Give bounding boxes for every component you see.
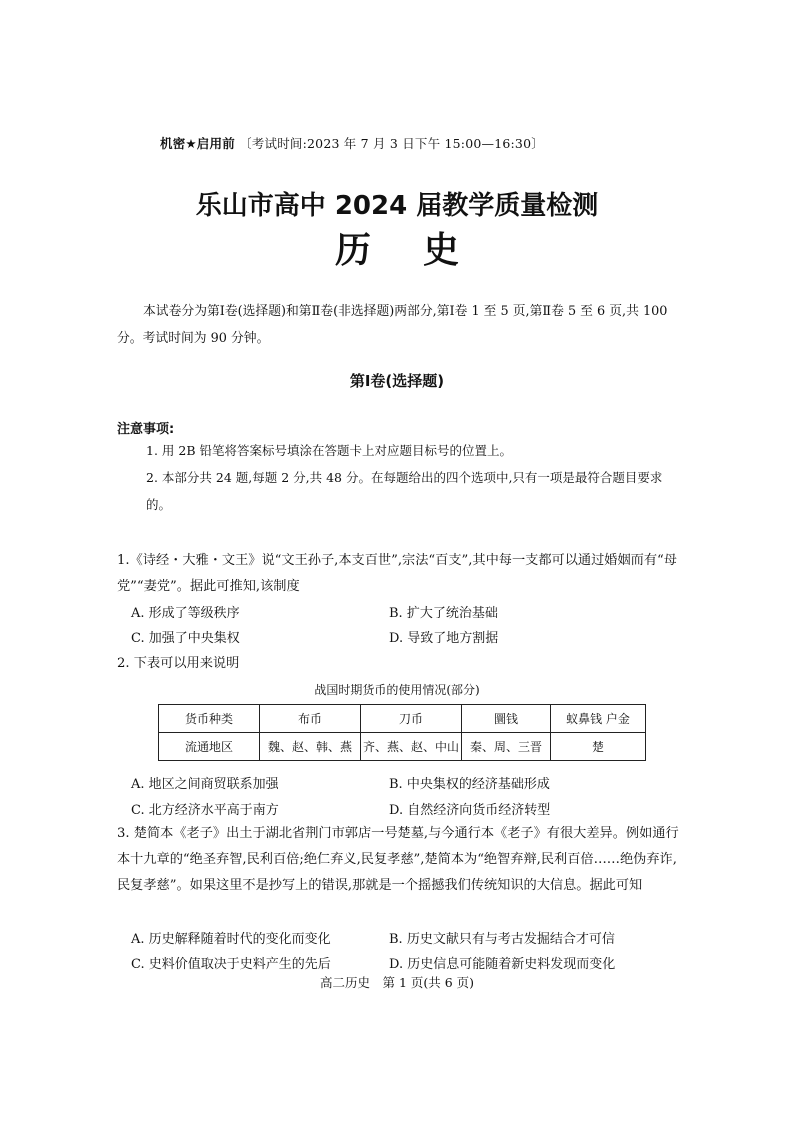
q1-option-b: B. 扩大了统治基础 [389, 606, 498, 621]
table-cell: 货币种类 [159, 705, 260, 733]
q2-option-c: C. 北方经济水平高于南方 [131, 803, 279, 818]
currency-table [158, 704, 646, 761]
intro-paragraph: 本试卷分为第Ⅰ卷(选择题)和第Ⅱ卷(非选择题)两部分,第Ⅰ卷 1 至 5 页,第Ⅱ卷 5 至 6 页,共 100 分。考试时间为 90 分钟。 [117, 304, 668, 346]
subject-title [0, 222, 794, 273]
subject-char-2: 史 [423, 229, 460, 271]
exam-title: 乐山市高中 2024 届教学质量检测 [195, 191, 599, 221]
question-2-stem: 2. 下表可以用来说明 [117, 656, 240, 671]
q3-option-c: C. 史料价值取决于史料产生的先后 [131, 957, 331, 972]
table-cell: 圜钱 [462, 705, 551, 733]
table-cell: 秦、周、三晋 [462, 733, 551, 761]
exam-header [160, 134, 544, 152]
q2-option-b: B. 中央集权的经济基础形成 [389, 777, 550, 792]
table-row [159, 733, 646, 761]
table-cell: 魏、赵、韩、燕 [260, 733, 361, 761]
table-row [159, 705, 646, 733]
q3-option-a: A. 历史解释随着时代的变化而变化 [131, 932, 331, 947]
question-3-stem: 3. 楚简本《老子》出土于湖北省荆门市郭店一号楚墓,与今通行本《老子》有很大差异。例如通行本十九章的“绝圣弃智,民利百倍;绝仁弃义,民复孝慈”,楚简本为“绝智弃辩,民利百倍……绝伪弃诈,民复孝慈”。如果这里不是抄写上的错误,那就是一个摇撼我们传统知识的大信息。据此可知 [117, 826, 679, 893]
table-cell: 流通地区 [159, 733, 260, 761]
table-cell: 齐、燕、赵、中山 [361, 733, 462, 761]
q2-option-d: D. 自然经济向货币经济转型 [389, 803, 551, 818]
exam-time: 〔考试时间:2023 年 7 月 3 日下午 15:00—16:30〕 [239, 136, 544, 151]
q3-option-d: D. 历史信息可能随着新史料发现而变化 [389, 957, 616, 972]
table-cell: 蚁鼻钱 户金 [551, 705, 646, 733]
q1-option-d: D. 导致了地方割据 [389, 631, 499, 646]
q2-option-a: A. 地区之间商贸联系加强 [131, 777, 279, 792]
q1-option-c: C. 加强了中央集权 [131, 631, 240, 646]
table-cell: 楚 [551, 733, 646, 761]
note-item-2: 2. 本部分共 24 题,每题 2 分,共 48 分。在每题给出的四个选项中,只有一项是最符合题目要求的。 [146, 470, 663, 512]
q3-option-b: B. 历史文献只有与考古发掘结合才可信 [389, 932, 615, 947]
page-footer: 高二历史 第 1 页(共 6 页) [319, 975, 475, 990]
subject-char-1: 历 [334, 229, 371, 271]
section-title: 第Ⅰ卷(选择题) [349, 372, 445, 390]
table-cell: 布币 [260, 705, 361, 733]
table-caption: 战国时期货币的使用情况(部分) [314, 683, 480, 697]
q1-option-a: A. 形成了等级秩序 [131, 606, 240, 621]
notes-title: 注意事项: [117, 422, 175, 437]
note-item-1: 1. 用 2B 铅笔将答案标号填涂在答题卡上对应题目标号的位置上。 [146, 443, 512, 458]
question-1-stem: 1.《诗经・大雅・文王》说“文王孙子,本支百世”,宗法“百支”,其中每一支都可以通过婚姻而有“母党”“妻党”。据此可推知,该制度 [117, 553, 677, 594]
confidential-label: 机密★启用前 [160, 136, 235, 151]
table-cell: 刀币 [361, 705, 462, 733]
